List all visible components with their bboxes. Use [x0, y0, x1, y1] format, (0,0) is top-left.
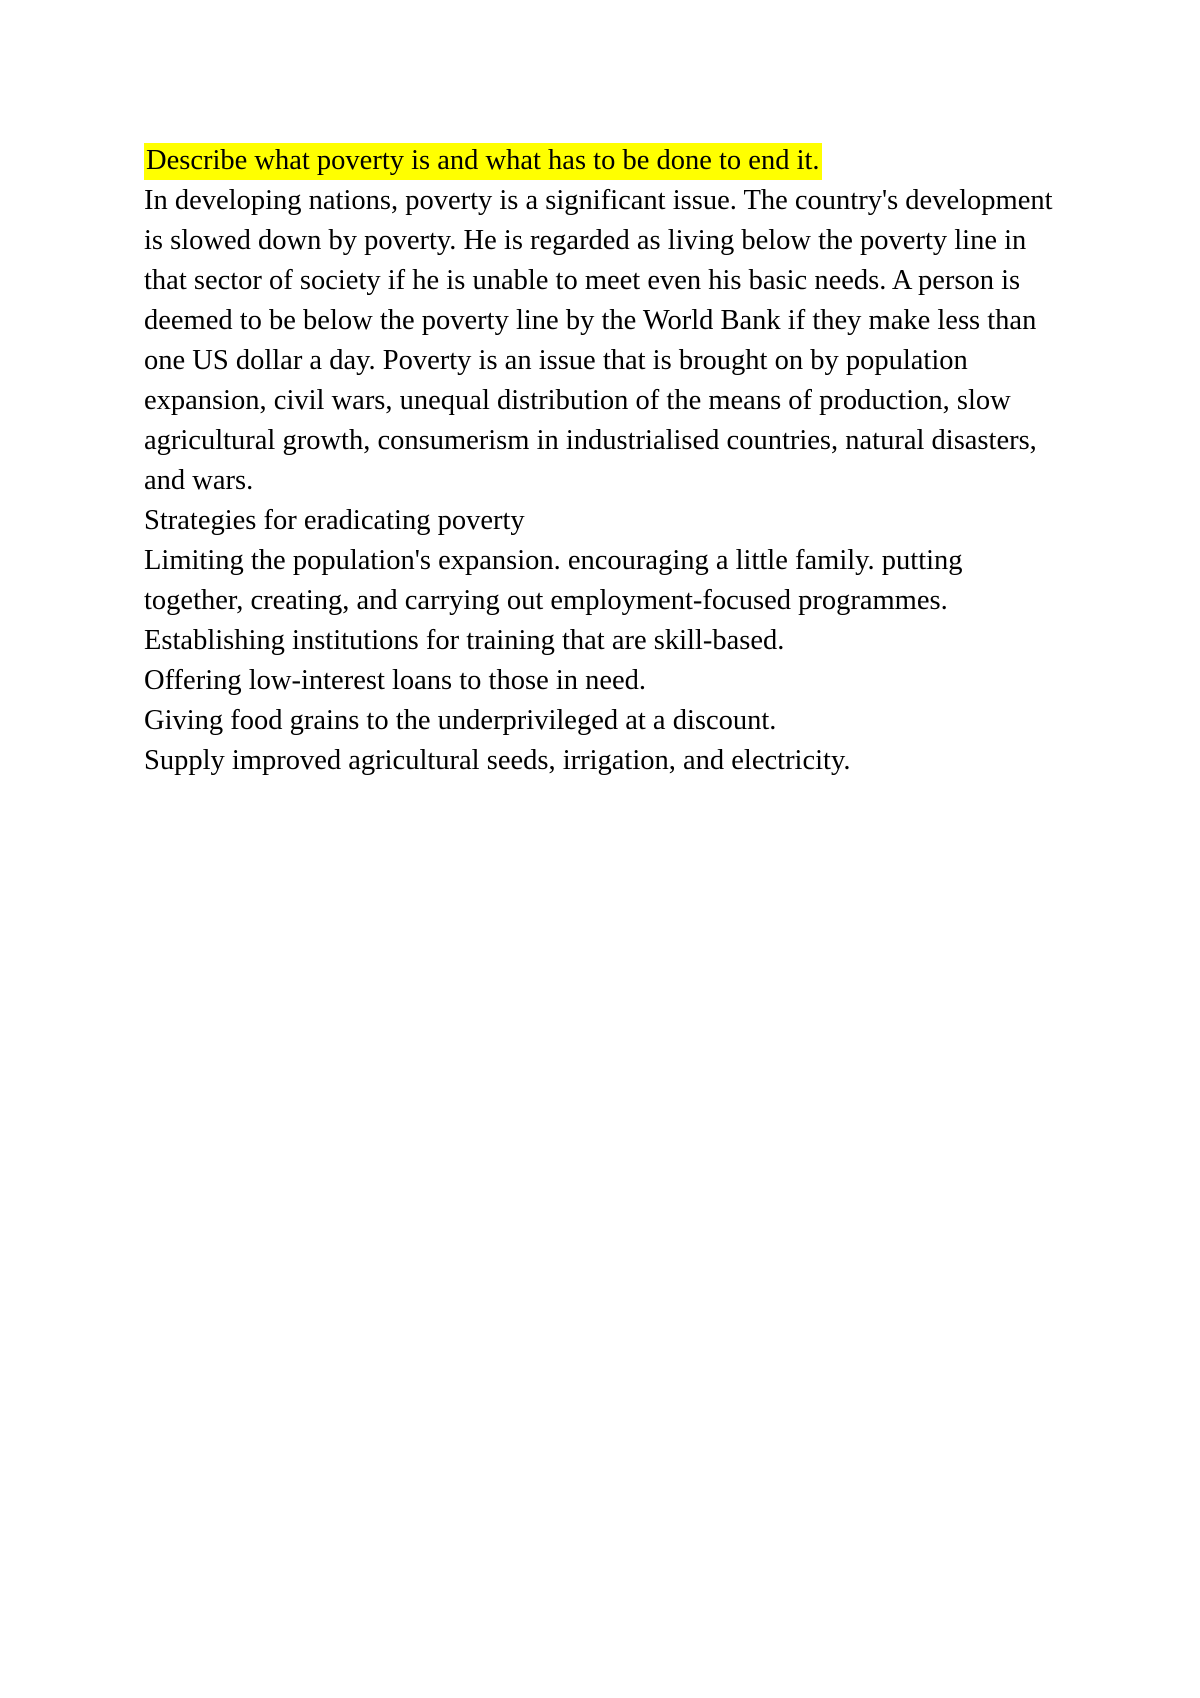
prompt-line — [144, 141, 1064, 181]
document-body — [144, 141, 1064, 781]
intro-paragraph: In developing nations, poverty is a significant issue. The country's development is slowed down by poverty. He is regarded as living below the poverty line in that sector of society if he is unable to meet even his basic needs. A person is deemed to be below the poverty line by the World Bank if they make less than one US dollar a day. Poverty is an issue that is brought on by population expansion, civil wars, unequal distribution of the means of production, slow agricultural growth, consumerism in industrialised countries, natural disasters, and wars. — [144, 185, 1053, 496]
strategy-item: Offering low-interest loans to those in need. — [144, 665, 647, 696]
strategy-item: Establishing institutions for training that are skill-based. — [144, 625, 785, 656]
strategy-item: Limiting the population's expansion. encouraging a little family. putting together, creating, and carrying out employment-focused programmes. — [144, 545, 963, 616]
strategies-heading: Strategies for eradicating poverty — [144, 505, 525, 536]
strategy-item: Giving food grains to the underprivileged at a discount. — [144, 705, 777, 736]
strategy-item: Supply improved agricultural seeds, irrigation, and electricity. — [144, 745, 851, 776]
highlighted-prompt: Describe what poverty is and what has to be done to end it. — [144, 143, 822, 180]
